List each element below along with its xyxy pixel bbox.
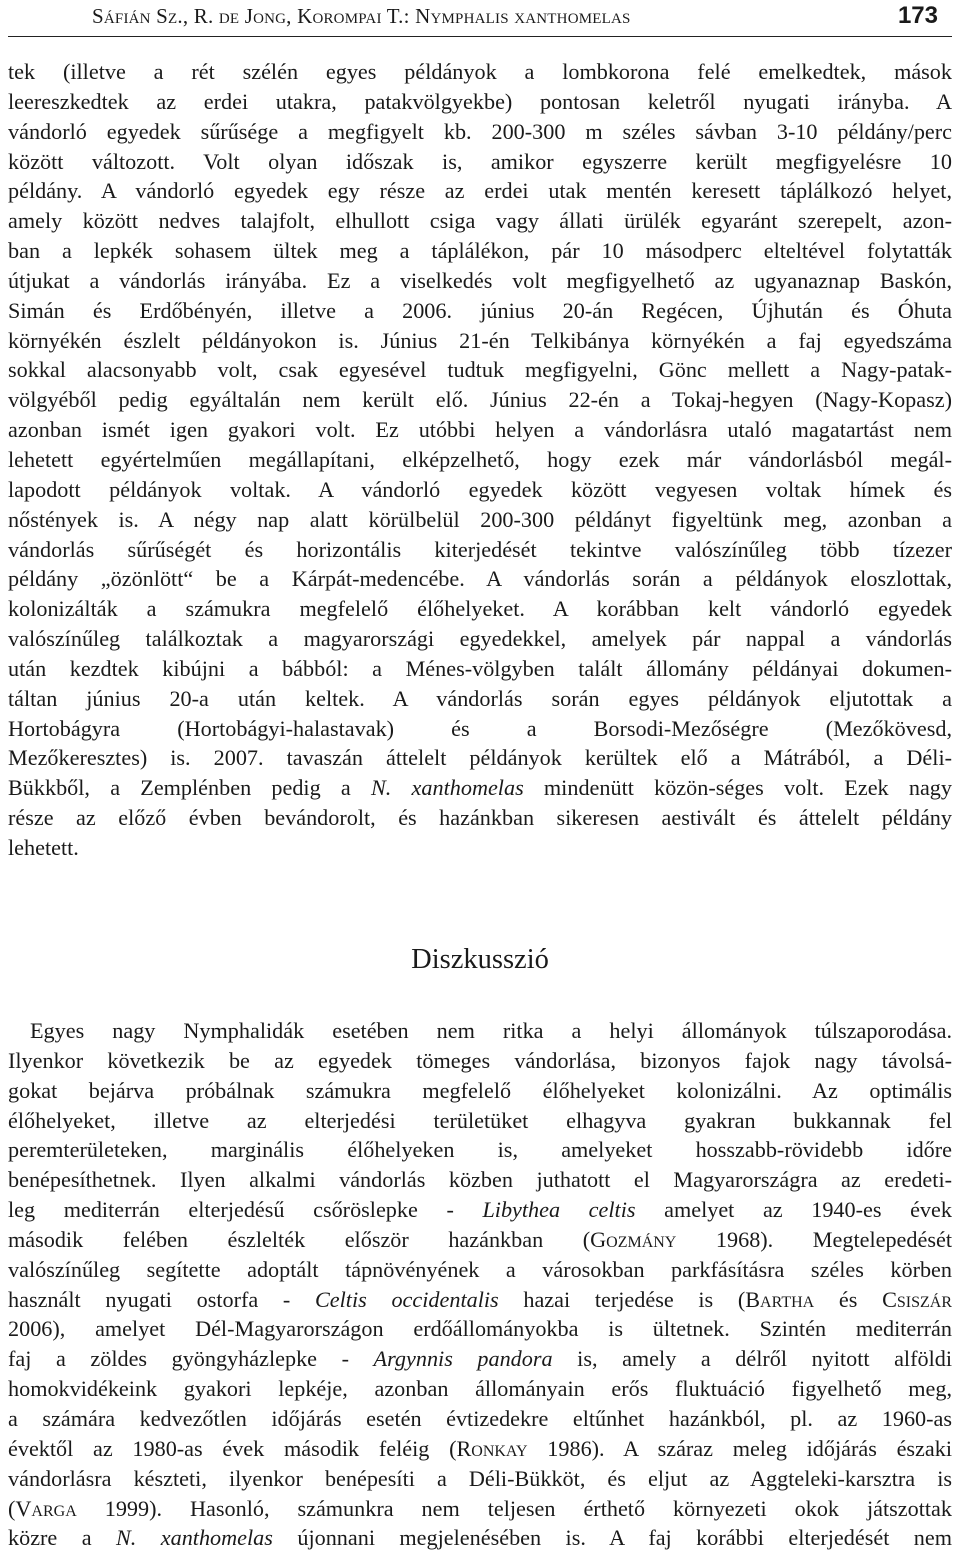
species-name: N. xanthomelas	[115, 1525, 273, 1551]
text-line: kolonizálták a számukra megfelelő élőhelyeket. A korábban kelt vándorló egyedek	[8, 596, 952, 622]
text-line	[8, 1225, 952, 1255]
text-line: gokat bejárva próbálnak számukra megfelelő élőhelyeket kolonizálni. Az optimális	[8, 1077, 952, 1103]
species-name: N. xanthomelas	[370, 775, 524, 801]
text-line	[8, 1434, 952, 1464]
text-span: újonnani megjelenésében is. A faj korábbi elterjedését nem	[272, 1525, 952, 1551]
text-line: Ilyenkor következik be az egyedek tömeges vándorlása, bizonyos fajok nagy távolsá-	[8, 1047, 952, 1073]
section-title: Diszkusszió	[411, 944, 549, 975]
citation-author: Ronkay	[456, 1435, 528, 1461]
text-span: és	[814, 1286, 883, 1312]
text-line: a számára kedvezőtlen időjárás esetén évtizedekre eltűnhet hazánkból, pl. az 1960-as	[8, 1405, 952, 1431]
species-name: Celtis occidentalis	[315, 1286, 499, 1312]
text-line: nőstények is. A négy nap alatt körülbelül 200-300 példányt figyeltünk meg, azonban a	[8, 506, 952, 532]
discussion-paragraph	[8, 1016, 952, 1553]
citation-author: Csiszár	[882, 1286, 952, 1312]
text-line: útjukat a vándorlás irányába. Ez a viselkedés volt megfigyelhető az ugyanaznap Baskón,	[8, 267, 952, 293]
text-line: lehetett egyértelműen megállapítani, elképzelhető, hogy ezek már vándorlásból megál-	[8, 446, 952, 472]
citation-author: Gozmány	[590, 1226, 677, 1252]
citation-author: Bartha	[745, 1286, 815, 1312]
text-line: leereszkedtek az erdei utakra, patakvölgyekbe) pontosan keletről nyugati irányba. A	[8, 88, 952, 114]
text-span: faj a zöldes gyöngyházlepke -	[8, 1346, 374, 1372]
text-line: sokkal alacsonyabb volt, csak egyesével tudtuk megfigyelni, Gönc mellett a Nagy-patak-	[8, 357, 952, 383]
text-line: Egyes nagy Nymphalidák esetében nem ritka a helyi állományok túlszaporodása.	[30, 1018, 952, 1043]
text-span: Bükkből, a Zemplénben pedig a	[8, 775, 371, 801]
text-line: ban a lepkék sohasem ültek meg a táplálékon, pár 10 másodperc elteltével folytatták	[8, 238, 952, 264]
body-paragraph	[8, 57, 952, 863]
text-line: valószínűleg segítette adoptált tápnövényének a városokban parkfásításra széles körben	[8, 1256, 952, 1282]
text-line: példány „özönlött“ be a Kárpát-medencébe. A vándorlás során a példányok eloszlottak,	[8, 566, 952, 592]
text-span: leg mediterrán elterjedésű csőröslepke -	[8, 1197, 483, 1223]
text-line: Mezőkeresztes) is. 2007. tavaszán áttelelt példányok kerültek elő a Mátrából, a Déli-	[8, 745, 952, 771]
text-line: Hortobágyra (Hortobágyi-halastavak) és a Borsodi-Mezőségre (Mezőkövesd,	[8, 715, 952, 741]
species-name: Argynnis pandora	[373, 1346, 553, 1372]
text-line	[8, 773, 952, 803]
text-line: környékén észlelt példányokon is. Június 21-én Telkibánya környékén a faj egyedszáma	[8, 327, 952, 353]
running-header	[8, 0, 952, 37]
text-span: közre a	[8, 1525, 116, 1551]
text-line: lehetett.	[8, 834, 79, 860]
text-span: 1968). Megtelepedését	[676, 1226, 952, 1252]
text-line	[8, 1285, 952, 1315]
text-line	[8, 1494, 952, 1524]
citation-author: Varga	[15, 1495, 77, 1521]
text-line: vándorlásra készteti, ilyenkor benépesíti a Déli-Bükköt, és eljut az Aggteleki-karsztra is	[8, 1465, 952, 1491]
text-line: példány. A vándorló egyedek egy része az erdei utak mentén keresett táplálkozó helyet,	[8, 178, 952, 204]
page-number: 173	[897, 2, 938, 29]
text-span: használt nyugati ostorfa -	[8, 1286, 315, 1312]
text-line: Simán és Erdőbényén, illetve a 2006. június 20-án Regécen, Újhután és Óhuta	[8, 297, 952, 323]
text-span: hazai terjedése is (	[498, 1286, 746, 1312]
text-line: vándorló egyedek sűrűsége a megfigyelt kb. 200-300 m széles sávban 3-10 példány/perc	[8, 118, 952, 144]
text-span: második felében észlelték először hazánkban (	[8, 1226, 591, 1252]
species-name: Libythea celtis	[482, 1197, 636, 1223]
text-line: után kezdtek kibújni a bábból: a Ménes-völgyben talált állomány példányai dokumen-	[8, 655, 952, 681]
text-line: vándorlás sűrűségét és horizontális kiterjedését tekintve valószínűleg több tízezer	[8, 536, 952, 562]
text-span: 1986). A száraz meleg időjárás északi	[527, 1435, 952, 1461]
text-span: amelyet az 1940-es évek	[635, 1197, 952, 1223]
text-line: élőhelyeket, illetve az elterjedési területüket elhagyva gyakran bukkannak fel	[8, 1107, 952, 1133]
text-line: peremterületeken, marginális élőhelyeken is, amelyeket hosszabb-rövidebb időre	[8, 1137, 952, 1163]
text-line: amely között nedves talajfolt, elhullott csiga vagy állati ürülék egyaránt szerepelt, azon-	[8, 208, 952, 234]
text-line: része az előző évben bevándorolt, és hazánkban sikeresen aestivált és áttelelt példány	[8, 805, 952, 831]
text-line	[8, 1523, 952, 1553]
text-line: homokvidékeink gyakori lepkéje, azonban állományain erős fluktuáció figyelhető meg,	[8, 1376, 952, 1402]
text-line: táltan június 20-a után keltek. A vándorlás során egyes példányok eljutottak a	[8, 685, 952, 711]
text-span: mindenütt közön-séges volt. Ezek nagy	[523, 775, 952, 801]
text-span: is, amely a délről nyitott alföldi	[552, 1346, 952, 1372]
text-line: azonban ismét igen gyakori volt. Ez utóbbi helyen a vándorlásra utaló magatartást nem	[8, 417, 952, 443]
text-span: (	[8, 1495, 16, 1521]
text-line: valószínűleg találkoztak a magyarországi egyedekkel, amelyek pár nappal a vándorlás	[8, 626, 952, 652]
text-line: benépesíthetnek. Ilyen alkalmi vándorlás közben juthatott el Magyarországra az eredeti-	[8, 1167, 952, 1193]
text-line	[8, 1344, 952, 1374]
text-line: völgyéből pedig egyáltalán nem került elő. Június 22-én a Tokaj-hegyen (Nagy-Kopasz)	[8, 387, 952, 413]
text-span: 1999). Hasonló, számunkra nem teljesen érthető környezeti okok játszottak	[76, 1495, 952, 1521]
text-line	[8, 1195, 952, 1225]
running-head: Sáfián Sz., R. de Jong, Korompai T.: Nymphalis xanthomelas	[92, 4, 631, 28]
text-line: között változott. Volt olyan időszak is, amikor egyszerre került megfigyelésre 10	[8, 148, 952, 174]
text-line: lapodott példányok voltak. A vándorló egyedek között vegyesen voltak hímek és	[8, 476, 952, 502]
text-span: évektől az 1980-as évek második feléig (	[8, 1435, 457, 1461]
text-line: tek (illetve a rét szélén egyes példányok a lombkorona felé emelkedtek, mások	[8, 59, 952, 84]
text-line: 2006), amelyet Dél-Magyarországon erdőállományokba is ültetnek. Szintén mediterrán	[8, 1316, 952, 1342]
